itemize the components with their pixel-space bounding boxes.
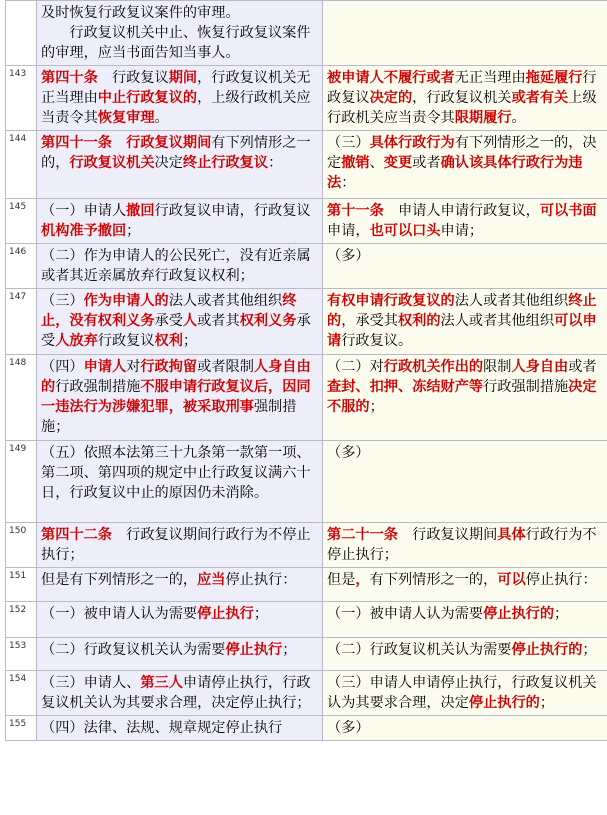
text-segment: ； bbox=[126, 223, 141, 239]
table-row bbox=[6, 441, 607, 523]
text-segment: 或者其 bbox=[197, 313, 240, 329]
highlighted-text: 人身自由的 bbox=[41, 359, 311, 395]
text-segment: （二）行政复议机关认为需要 bbox=[41, 642, 226, 658]
paragraph bbox=[327, 443, 605, 463]
text-segment: 停止执行： bbox=[525, 572, 597, 588]
paragraph bbox=[41, 23, 318, 63]
highlighted-text: ， bbox=[355, 572, 370, 588]
row-number: 152 bbox=[6, 602, 37, 638]
text-segment: ； bbox=[253, 606, 269, 622]
text-segment: 无正当理由 bbox=[454, 70, 526, 86]
old-law-text-cell bbox=[323, 199, 607, 244]
paragraph bbox=[327, 357, 605, 417]
paragraph bbox=[41, 3, 318, 23]
row-number: 144 bbox=[6, 131, 37, 199]
table-row bbox=[6, 1, 607, 66]
highlighted-text: 机构准予撤回 bbox=[41, 223, 127, 239]
text-segment: ； bbox=[539, 695, 555, 711]
paragraph bbox=[327, 640, 605, 660]
old-law-text-cell bbox=[323, 244, 607, 289]
text-segment: （三）申请人申请停止执行，行政复议机关认为其要求合理，决定 bbox=[327, 675, 597, 711]
highlighted-text: 权利的 bbox=[397, 313, 441, 329]
old-law-text-cell bbox=[323, 66, 607, 131]
text-segment: 行政强制措施 bbox=[483, 379, 569, 395]
highlighted-text: 具体行政行为 bbox=[369, 135, 455, 151]
highlighted-text: 人放弃 bbox=[55, 333, 98, 349]
paragraph bbox=[41, 640, 318, 660]
text-segment: 法人或者其他组织 bbox=[168, 293, 283, 309]
new-law-text-cell bbox=[37, 441, 323, 523]
text-segment: 有下列情形之一的，决定 bbox=[327, 135, 597, 171]
new-law-text-cell bbox=[37, 131, 323, 199]
table-row bbox=[6, 66, 607, 131]
text-segment: 有下列情形之一的， bbox=[41, 135, 311, 171]
new-law-text-cell bbox=[37, 716, 323, 741]
highlighted-text: 权利义务 bbox=[239, 313, 297, 329]
highlighted-text: 查封、扣押、冻结财产等 bbox=[327, 379, 484, 395]
highlighted-text: 应当 bbox=[197, 572, 226, 588]
text-segment: 对 bbox=[126, 359, 141, 375]
old-law-text-cell bbox=[323, 602, 607, 638]
row-number: 154 bbox=[6, 671, 37, 716]
highlighted-text: 拖延履行 bbox=[525, 70, 583, 86]
highlighted-text: 终止的 bbox=[327, 293, 597, 329]
text-segment: 行政复议。 bbox=[341, 333, 413, 349]
text-segment: 申请， bbox=[327, 223, 370, 239]
text-segment: ； bbox=[182, 333, 198, 349]
row-number: 149 bbox=[6, 441, 37, 523]
old-law-text-cell bbox=[323, 355, 607, 441]
highlighted-text: 第四十二条 bbox=[41, 527, 112, 543]
table-row bbox=[6, 716, 607, 741]
highlighted-text: 停止执行 bbox=[225, 642, 283, 658]
highlighted-text: 期间 bbox=[168, 70, 198, 86]
text-segment: ； bbox=[554, 606, 569, 622]
paragraph bbox=[41, 246, 318, 286]
paragraph bbox=[41, 443, 318, 503]
paragraph bbox=[327, 525, 605, 565]
highlighted-text: 终止，没有权利义务 bbox=[41, 293, 297, 329]
text-segment: 决定 bbox=[154, 155, 183, 171]
highlighted-text: 中止行政复议的 bbox=[97, 90, 198, 106]
new-law-text-cell bbox=[37, 523, 323, 568]
text-segment: （一）被申请人认为需要 bbox=[327, 606, 484, 622]
paragraph bbox=[41, 133, 318, 173]
highlighted-text: 决定的 bbox=[369, 90, 413, 106]
highlighted-text: 人 bbox=[182, 313, 198, 329]
highlighted-text: 第四十条 bbox=[41, 70, 98, 86]
row-number: 153 bbox=[6, 638, 37, 671]
highlighted-text: 也可以口头 bbox=[369, 223, 441, 239]
text-segment: ： bbox=[341, 175, 356, 191]
text-segment: ，承受其 bbox=[341, 313, 398, 329]
text-segment: ； bbox=[282, 642, 297, 658]
paragraph bbox=[41, 68, 318, 128]
row-number: 145 bbox=[6, 199, 37, 244]
text-segment: 行政复议期间 bbox=[397, 527, 498, 543]
table-row bbox=[6, 355, 607, 441]
highlighted-text: 或者有关 bbox=[511, 90, 569, 106]
new-law-text-cell bbox=[37, 638, 323, 671]
text-segment: 行政复议 bbox=[97, 333, 155, 349]
old-law-text-cell bbox=[323, 289, 607, 355]
highlighted-text: 可以 bbox=[497, 572, 526, 588]
highlighted-text: 可以书面 bbox=[539, 203, 597, 219]
highlighted-text: 有权申请行政复议的 bbox=[327, 293, 455, 309]
text-segment: （一）被申请人认为需要 bbox=[41, 606, 198, 622]
paragraph bbox=[41, 291, 318, 351]
row-number: 155 bbox=[6, 716, 37, 741]
text-segment: 行政复议机关中止、恢复行政复议案件的审理，应当书面告知当事人。 bbox=[41, 25, 311, 61]
old-law-text-cell bbox=[323, 131, 607, 199]
highlighted-text: 确认该具体行政行为违法 bbox=[327, 155, 583, 191]
text-segment: 停止执行： bbox=[225, 572, 297, 588]
text-segment: （一）申请人 bbox=[41, 203, 127, 219]
text-segment: （多） bbox=[327, 445, 370, 461]
text-segment: 限制 bbox=[483, 359, 512, 375]
text-segment: 有下列情形之一的， bbox=[369, 572, 498, 588]
highlighted-text: 限期履行 bbox=[454, 110, 512, 126]
row-number: 146 bbox=[6, 244, 37, 289]
text-segment: （多） bbox=[327, 248, 370, 264]
text-segment: ： bbox=[268, 155, 283, 171]
text-segment: 行政强制措施 bbox=[55, 379, 141, 395]
paragraph bbox=[41, 718, 318, 738]
highlighted-text: 第二十一条 bbox=[327, 527, 398, 543]
paragraph bbox=[41, 604, 318, 624]
row-number: 150 bbox=[6, 523, 37, 568]
highlighted-text: 作为申请人的 bbox=[83, 293, 169, 309]
text-segment: 上级行政机关应当责令其 bbox=[327, 90, 597, 126]
table-row bbox=[6, 671, 607, 716]
text-segment: ，行政复议机关 bbox=[412, 90, 512, 106]
new-law-text-cell bbox=[37, 568, 323, 602]
old-law-text-cell bbox=[323, 1, 607, 66]
text-segment: 申请停止执行，行政复议机关认为其要求合理，决定停止执行； bbox=[41, 675, 311, 711]
text-segment: 但是 bbox=[327, 572, 356, 588]
paragraph bbox=[41, 357, 318, 437]
paragraph bbox=[41, 570, 318, 590]
new-law-text-cell bbox=[37, 355, 323, 441]
new-law-text-cell bbox=[37, 199, 323, 244]
text-segment: 及时恢复行政复议案件的审理。 bbox=[41, 5, 240, 21]
text-segment: 或者 bbox=[412, 155, 441, 171]
text-segment: 申请人申请行政复议， bbox=[383, 203, 540, 219]
highlighted-text: 第四十一条 bbox=[41, 135, 112, 151]
new-law-text-cell bbox=[37, 671, 323, 716]
new-law-text-cell bbox=[37, 289, 323, 355]
text-segment: ； bbox=[369, 399, 384, 415]
paragraph bbox=[327, 718, 605, 738]
new-law-text-cell bbox=[37, 244, 323, 289]
new-law-text-cell bbox=[37, 66, 323, 131]
highlighted-text: 停止执行的 bbox=[483, 606, 555, 622]
paragraph bbox=[327, 673, 605, 713]
text-segment bbox=[112, 135, 126, 151]
text-segment: （多） bbox=[327, 720, 370, 736]
highlighted-text: 撤销 bbox=[341, 155, 370, 171]
highlighted-text: 行政复议期间 bbox=[126, 135, 212, 151]
table-row bbox=[6, 244, 607, 289]
old-law-text-cell bbox=[323, 716, 607, 741]
highlighted-text: 恢复审理 bbox=[97, 110, 155, 126]
comparison-table bbox=[5, 0, 607, 741]
highlighted-text: 停止执行 bbox=[197, 606, 254, 622]
new-law-text-cell bbox=[37, 602, 323, 638]
highlighted-text: 行政复议机关 bbox=[69, 155, 155, 171]
row-number: 147 bbox=[6, 289, 37, 355]
highlighted-text: 被申请人不履行或者 bbox=[327, 70, 455, 86]
highlighted-text: 终止行政复议 bbox=[182, 155, 269, 171]
paragraph bbox=[327, 68, 605, 128]
highlighted-text: 变更 bbox=[383, 155, 413, 171]
text-segment: 法人或者其他组织 bbox=[454, 293, 569, 309]
text-segment: 行政复议 bbox=[327, 70, 597, 106]
highlighted-text: 撤回 bbox=[126, 203, 155, 219]
paragraph bbox=[327, 291, 605, 351]
highlighted-text: 第十一条 bbox=[327, 203, 384, 219]
comparison-table-body bbox=[6, 1, 607, 741]
old-law-text-cell bbox=[323, 568, 607, 602]
text-segment: 承受 bbox=[154, 313, 183, 329]
text-segment: ，上级行政机关应当责令其 bbox=[41, 90, 311, 126]
highlighted-text: 可以申请 bbox=[327, 313, 597, 349]
text-segment: （五）依照本法第三十九条第一款第一项、第二项、第四项的规定中止行政复议满六十日，行政复议中止的原因仍未消除。 bbox=[41, 445, 311, 501]
highlighted-text: 停止执行的 bbox=[468, 695, 540, 711]
highlighted-text: 具体 bbox=[497, 527, 526, 543]
highlighted-text: 申请人 bbox=[83, 359, 127, 375]
highlighted-text: 行政拘留 bbox=[140, 359, 198, 375]
text-segment: 法人或者其他组织 bbox=[440, 313, 555, 329]
row-number bbox=[6, 1, 37, 66]
table-row bbox=[6, 199, 607, 244]
paragraph bbox=[327, 246, 605, 266]
text-segment: 行政复议 bbox=[97, 70, 169, 86]
paragraph bbox=[41, 673, 318, 713]
table-row bbox=[6, 289, 607, 355]
old-law-text-cell bbox=[323, 671, 607, 716]
text-segment: 行政复议申请，行政复议 bbox=[154, 203, 311, 219]
text-segment: （四） bbox=[41, 359, 84, 375]
paragraph bbox=[327, 570, 605, 590]
paragraph bbox=[327, 133, 605, 193]
text-segment: （三）申请人、 bbox=[41, 675, 141, 691]
table-row bbox=[6, 568, 607, 602]
text-segment: （二）行政复议机关认为需要 bbox=[327, 642, 512, 658]
highlighted-text: 不服申请行政复议后，因同一违法行为涉嫌犯罪，被采取刑事 bbox=[41, 379, 311, 415]
highlighted-text: 决定不服的 bbox=[327, 379, 597, 415]
text-segment: 。 bbox=[511, 110, 526, 126]
new-law-text-cell bbox=[37, 1, 323, 66]
text-segment: （四）法律、法规、规章规定停止执行 bbox=[41, 720, 283, 736]
text-segment: （三） bbox=[41, 293, 84, 309]
old-law-text-cell bbox=[323, 441, 607, 523]
text-segment: ； bbox=[582, 642, 597, 658]
text-segment: 强制措施； bbox=[41, 399, 297, 435]
paragraph bbox=[327, 604, 605, 624]
text-segment: 行政复议期间行政行为不停止执行； bbox=[41, 527, 311, 563]
table-row bbox=[6, 602, 607, 638]
text-segment: 申请； bbox=[440, 223, 484, 239]
text-segment: 、 bbox=[369, 155, 384, 171]
text-segment: 。 bbox=[154, 110, 169, 126]
table-row bbox=[6, 523, 607, 568]
row-number: 151 bbox=[6, 568, 37, 602]
text-segment: （二）作为申请人的公民死亡，没有近亲属或者其近亲属放弃行政复议权利； bbox=[41, 248, 311, 284]
old-law-text-cell bbox=[323, 638, 607, 671]
row-number: 143 bbox=[6, 66, 37, 131]
table-row bbox=[6, 638, 607, 671]
text-segment: 或者限制 bbox=[197, 359, 254, 375]
highlighted-text: 停止执行的 bbox=[511, 642, 583, 658]
paragraph bbox=[327, 201, 605, 241]
old-law-text-cell bbox=[323, 523, 607, 568]
text-segment: 承受 bbox=[41, 313, 311, 349]
text-segment: （二）对 bbox=[327, 359, 384, 375]
table-row bbox=[6, 131, 607, 199]
highlighted-text: 人身自由 bbox=[511, 359, 569, 375]
text-segment: 行政行为不停止执行； bbox=[327, 527, 597, 563]
highlighted-text: 权利 bbox=[154, 333, 183, 349]
text-segment: 或者 bbox=[568, 359, 597, 375]
highlighted-text: 行政机关作出的 bbox=[383, 359, 484, 375]
text-segment: （三） bbox=[327, 135, 370, 151]
text-segment: 但是有下列情形之一的， bbox=[41, 572, 198, 588]
highlighted-text: 第三人 bbox=[140, 675, 183, 691]
paragraph bbox=[41, 201, 318, 241]
row-number: 148 bbox=[6, 355, 37, 441]
paragraph bbox=[41, 525, 318, 565]
text-segment: ，行政复议机关无正当理由 bbox=[41, 70, 311, 106]
